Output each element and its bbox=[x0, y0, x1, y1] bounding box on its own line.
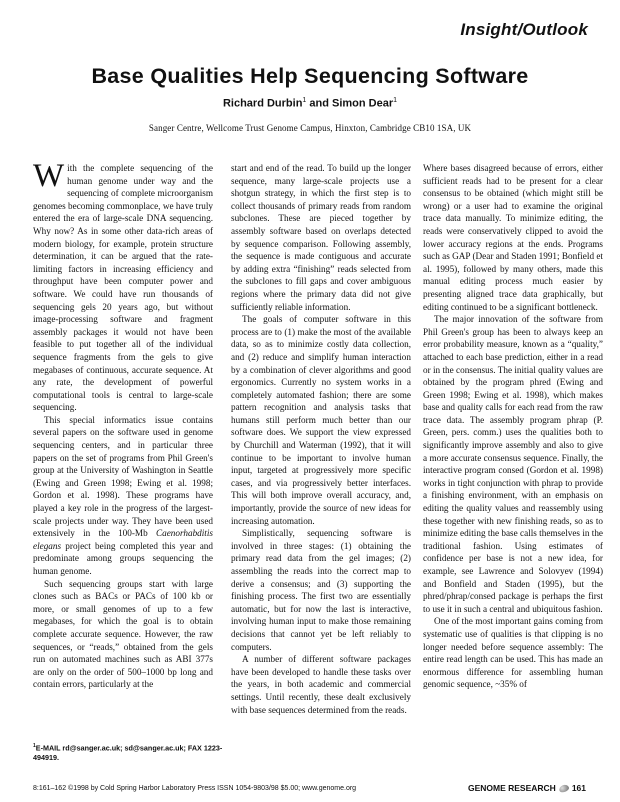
paragraph bbox=[33, 158, 213, 414]
authors bbox=[0, 97, 620, 110]
paragraph: start and end of the read. To build up the longer sequence, many large-scale projects use a shotgun strategy, in which the first step is to collect thousands of primary reads from random subclones. These are pieced together by assembly software based on overlaps detected by sequence comparison. Following assembly, the sequence is made contiguous and accurate by adding extra “finishing” reads selected from the subclones to fill gaps and cover ambiguous regions where the primary data did not give sufficiently reliable information. bbox=[231, 163, 411, 312]
author-1-mark: 1 bbox=[302, 97, 307, 104]
paragraph-text: This special informatics issue contains several papers on the software used in genome sequencing centers, and in particular three papers on the set of programs from Phil Green's group at the University of Washington in Seattle (Ewing and Green 1998; Ewing et al. 1998; Gordon et al. 1998). These programs have played a key role in the progress of the largest-scale projects under way. They have been used extensively in the 100-Mb bbox=[33, 414, 213, 539]
paragraph: Simplistically, sequencing software is involved in three stages: (1) obtaining the primary read data from the gel images; (2) assembling the reads into the correct map to derive a consensus; and (3) supporting the finishing process. The first two are essentially automatic, but for now the last is interactive, involving human input to make those remaining decisions that cannot yet be left reliably to computers. bbox=[231, 528, 411, 652]
paragraph: The goals of computer software in this process are to (1) make the most of the available data, so as to minimize costly data collection, and (2) reduce and simplify human interaction by a combination of clever algorithms and good ergonomics. Currently no system works in a completely automated fashion; there are some pattern recognition and analysis tasks that humans still perform much better than our software does. We support the view expressed by Churchill and Waterman (1992), that it will continue to be important to involve human input, targeted at progressively more specific cases, and via progressively better interfaces. This will both improve overall accuracy, and, importantly, provide the source of new ideas for increasing automation. bbox=[231, 314, 411, 526]
affiliation: Sanger Centre, Wellcome Trust Genome Campus, Hinxton, Cambridge CB10 1SA, UK bbox=[148, 123, 472, 133]
author-join: and Simon Dear bbox=[306, 97, 394, 110]
species-name: Caenorhabditis elegans bbox=[33, 528, 213, 551]
paragraph: Such sequencing groups start with large clones such as BACs or PACs of 100 kb or more, or small genomes of up to a few megabases, for which the goal is to obtain complete accurate sequence. However, the raw sequences, or “reads,” obtained from the gels run on automated machines such as ABI 377s are only on the order of 500–1000 bp long and contain errors, particularly at the bbox=[33, 578, 213, 690]
author-1: Richard Durbin bbox=[222, 97, 303, 110]
column-3 bbox=[423, 162, 603, 691]
footnote-mark: 1 bbox=[33, 743, 36, 749]
paragraph: The major innovation of the software from Phil Green's group has been to always keep an error probability measure, known as a “quality,” attached to each base prediction, either in a read or in the consensus. The initial quality values are obtained by the program phred (Ewing and Green 1998; Ewing et al. 1998), which makes base and quality calls for each read from the raw trace data. The assembly program phrap (P. Green, pers. comm.) uses the qualities both to significantly improve assembly and also to give a more accurate consensus sequence. Finally, the interactive program consed (Gordon et al. 1998) works in tight conjunction with phrap to provide a finishing environment, with an emphasis on editing the quality values and reassembly using these together with new finishing reads, so as to minimize editing the base calls themselves in the traditional fashion. Using estimates of confidence per base is not a new idea, for example, see Lawrence and Solovyev (1994) and Bonfield and Staden (1995), but the phred/phrap/consed package is perhaps the first to use it in such a central and ubiquitous fashion. bbox=[423, 314, 603, 614]
journal-logo-icon bbox=[558, 783, 570, 793]
paragraph: A number of different software packages have been developed to handle these tasks over the years, in both academic and commercial settings. Until recently, these dealt exclusively with base sequences determined from the reads. bbox=[231, 654, 411, 715]
column-1 bbox=[33, 158, 213, 691]
page-number: 161 bbox=[571, 783, 586, 793]
paragraph-text: ith the complete sequencing of the human genome under way and the sequencing of complete microorganism genomes becoming commonplace, we have truly entered the era of large-scale DNA sequencing. Why now? As in some other data-rich areas of modern biology, for example, protein structure determination, it can be argued that the rate-limiting factors in increasing efficiency and throughput have been computer power and software. We could have run thousands of sequencing gels 20 years ago, but without image-processing software and fragment assembly packages it would not have been feasible to put together all of the individual sequence fragments from the gels to give megabases of continuous, accurate sequence. At any rate, the development of powerful computational tools is central to large-scale sequencing. bbox=[33, 163, 213, 413]
footnote bbox=[33, 742, 233, 762]
footer-journal bbox=[468, 783, 586, 793]
footer-citation: 8:161–162 ©1998 by Cold Spring Harbor Laboratory Press ISSN 1054-9803/98 $5.00; www.genome.org bbox=[33, 785, 357, 792]
author-2-mark: 1 bbox=[393, 97, 398, 104]
paragraph: One of the most important gains coming from systematic use of qualities is that clipping is no longer needed before sequence assembly: The entire read length can be used. This has made an enormous difference for assembling human genomic sequence, ~35% of bbox=[423, 616, 603, 690]
paragraph-text: project being completed this year and predominate among groups sequencing the human genome. bbox=[33, 540, 213, 576]
column-2 bbox=[231, 162, 411, 716]
drop-cap: W bbox=[33, 158, 65, 194]
journal-name: GENOME RESEARCH bbox=[467, 783, 556, 793]
footnote-text: E-MAIL rd@sanger.ac.uk; sd@sanger.ac.uk; FAX 1223-494919. bbox=[33, 743, 223, 762]
paragraph: Where bases disagreed because of errors, either sufficient reads had to be present for a clear consensus to be obtained (which might still be wrong) or a user had to examine the original trace data manually. To minimize editing, the reads were conservatively clipped to avoid the lower accuracy regions at the ends. Programs such as GAP (Dear and Staden 1991; Bonfield et al. 1995), followed by many others, made this manual editing process much easier by presenting aligned trace data graphically, but editing continued to be a significant bottleneck. bbox=[423, 163, 603, 312]
section-label: Insight/Outlook bbox=[460, 20, 588, 39]
paragraph bbox=[33, 414, 213, 578]
article-title: Base Qualities Help Sequencing Software bbox=[91, 64, 529, 88]
